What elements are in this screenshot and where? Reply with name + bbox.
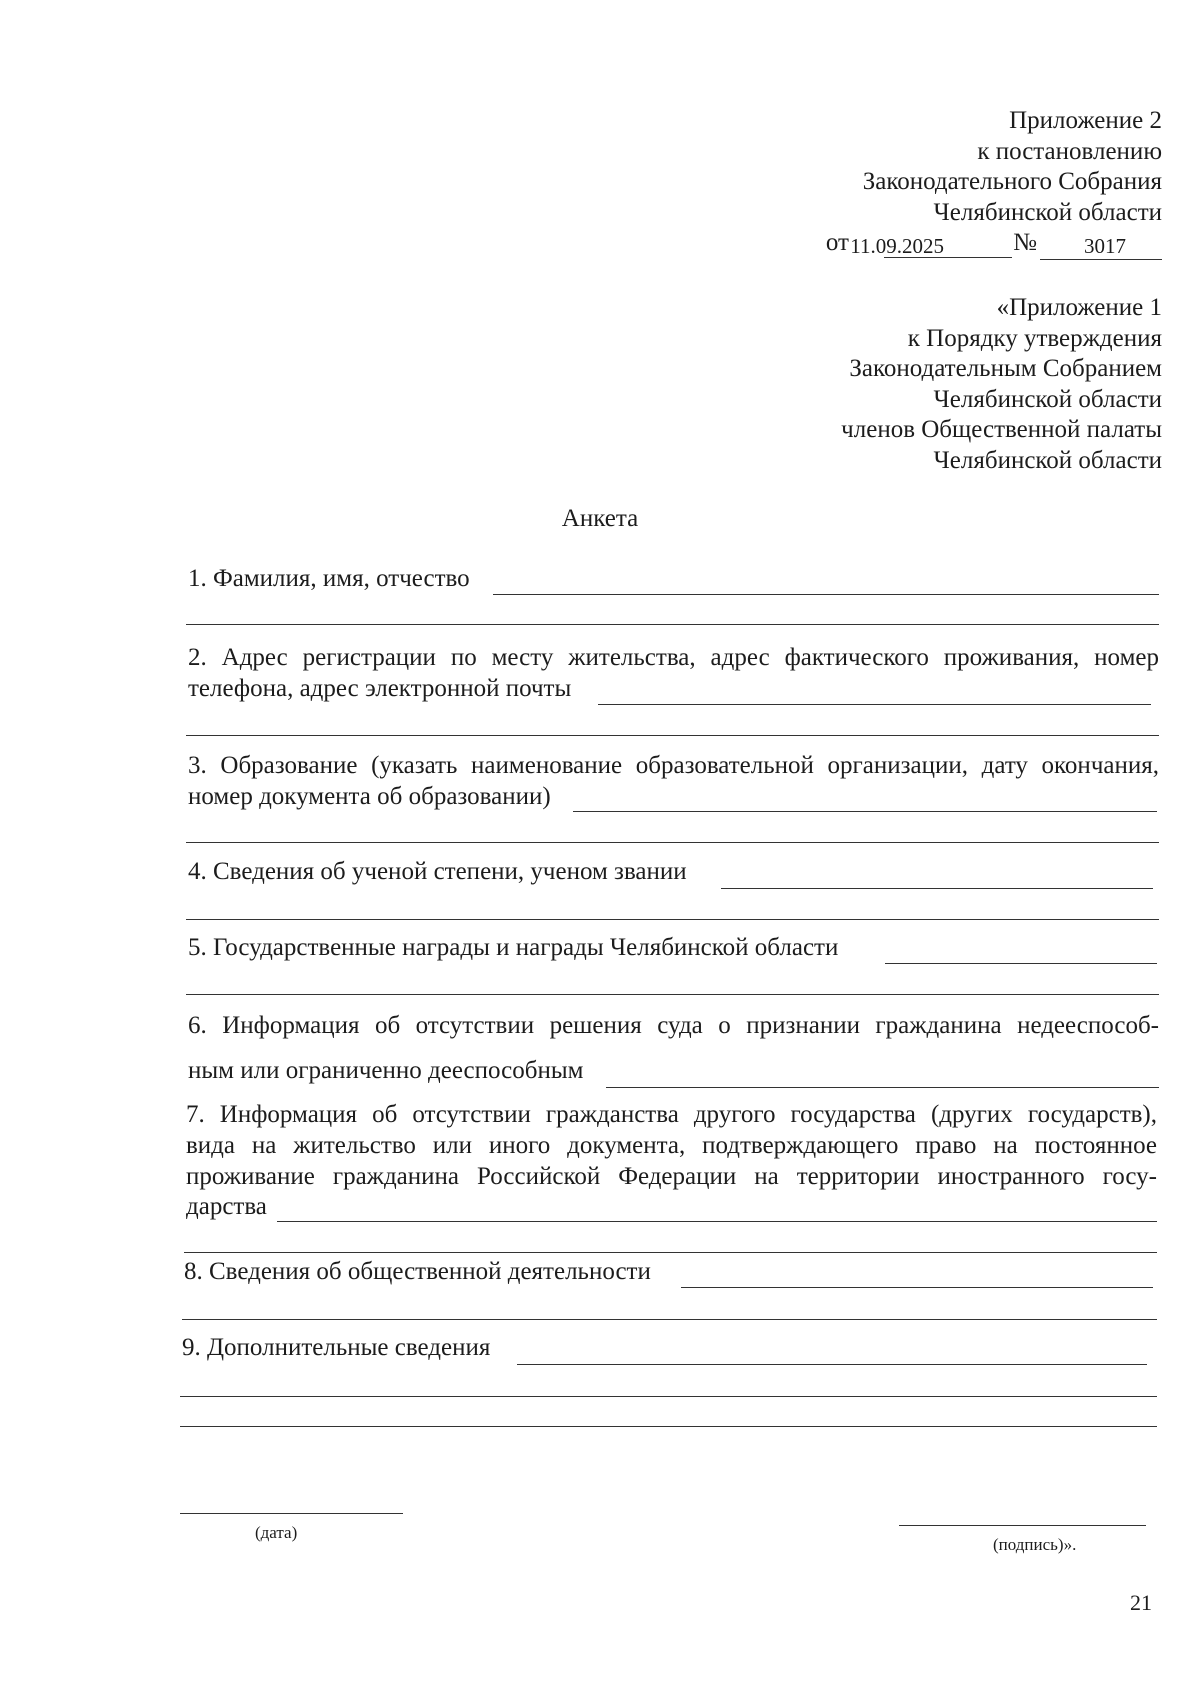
item-9-field-line[interactable] <box>180 1396 1157 1397</box>
item-7-label: 7. Информация об отсутствии гражданства другого государства (других государств), <box>186 1101 1157 1128</box>
appendix-line: к постановлению <box>977 137 1162 165</box>
page-number: 21 <box>1130 1590 1152 1615</box>
appendix-line: «Приложение 1 <box>996 294 1162 321</box>
item-6-label-cont: ным или ограниченно дееспособным <box>188 1057 584 1084</box>
item-7-label-cont: проживание гражданина Российской Федерации на территории иностранного госу- <box>186 1163 1157 1190</box>
date-underline <box>884 257 1012 258</box>
item-7-field-line[interactable] <box>184 1252 1157 1253</box>
form-title: Анкета <box>561 505 639 532</box>
item-9-label: 9. Дополнительные сведения <box>182 1334 491 1361</box>
item-4-label: 4. Сведения об ученой степени, ученом звании <box>188 858 687 885</box>
item-1-field[interactable] <box>493 594 1159 595</box>
item-8-label: 8. Сведения об общественной деятельности <box>184 1258 651 1285</box>
item-1-label: 1. Фамилия, имя, отчество <box>188 565 470 592</box>
item-2-label: 2. Адрес регистрации по месту жительства, адрес фактического проживания, номер <box>188 644 1159 671</box>
signature-caption: (подпись)». <box>993 1535 1077 1554</box>
appendix-header <box>825 106 1162 259</box>
item-7-field[interactable] <box>277 1221 1157 1222</box>
item-5-label: 5. Государственные награды и награды Челябинской области <box>188 934 839 961</box>
item-4-field-line[interactable] <box>186 919 1159 920</box>
item-9-field[interactable] <box>517 1364 1147 1365</box>
appendix-line: Законодательного Собрания <box>862 168 1162 195</box>
appendix-line: Челябинской области <box>933 198 1162 226</box>
appendix-line: Законодательным Собранием <box>849 355 1162 382</box>
resolution-date-number <box>825 228 1162 259</box>
resolution-number: 3017 <box>1084 234 1126 258</box>
appendix-line: к Порядку утверждения <box>907 324 1162 352</box>
item-8-field[interactable] <box>681 1287 1153 1288</box>
item-3-label-cont: номер документа об образовании) <box>188 783 551 810</box>
item-2-field[interactable] <box>598 704 1151 705</box>
order-appendix-header <box>841 293 1162 476</box>
item-3-label: 3. Образование (указать наименование образовательной организации, дату окончания, <box>188 752 1159 779</box>
appendix-line: Челябинской области <box>933 385 1162 413</box>
item-8-field-line[interactable] <box>182 1319 1157 1320</box>
number-underline <box>1040 259 1162 260</box>
item-5-field[interactable] <box>885 963 1157 964</box>
resolution-date: 11.09.2025 <box>850 234 944 258</box>
appendix-line: Челябинской области <box>933 446 1162 474</box>
item-3-field[interactable] <box>573 811 1157 812</box>
item-7-label-cont: вида на жительство или иного документа, подтверждающего право на постоянное <box>186 1132 1157 1159</box>
appendix-line: членов Общественной палаты <box>841 416 1162 443</box>
item-6-label: 6. Информация об отсутствии решения суда о признании гражданина недееспособ- <box>188 1012 1159 1039</box>
appendix-line: Приложение 2 <box>1009 107 1162 134</box>
date-caption: (дата) <box>255 1523 298 1542</box>
item-1-field-line[interactable] <box>186 624 1159 625</box>
item-7-label-cont: дарства <box>186 1193 267 1220</box>
item-3-field-line[interactable] <box>186 842 1159 843</box>
item-9-field-line[interactable] <box>180 1426 1157 1427</box>
from-label: от <box>825 229 849 256</box>
item-2-field-line[interactable] <box>186 735 1159 736</box>
item-2-label-cont: телефона, адрес электронной почты <box>188 675 572 702</box>
item-4-field[interactable] <box>721 888 1153 889</box>
number-label: № <box>1013 229 1037 256</box>
item-6-field[interactable] <box>606 1087 1159 1088</box>
signature-line[interactable] <box>899 1525 1146 1526</box>
item-5-field-line[interactable] <box>186 994 1159 995</box>
date-line[interactable] <box>180 1513 403 1514</box>
